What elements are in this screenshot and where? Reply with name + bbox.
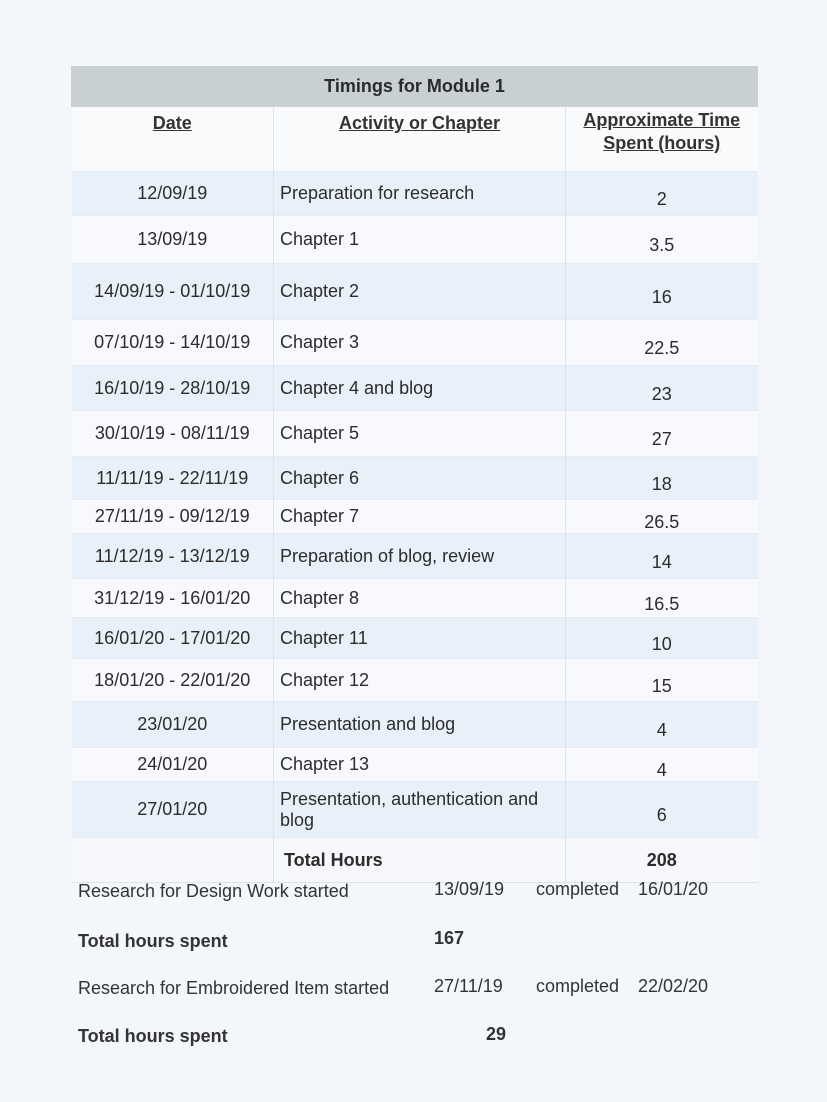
row-hours: 14: [566, 534, 758, 579]
timings-table: [71, 66, 758, 883]
row-hours: 26.5: [566, 500, 758, 534]
design-research-started: 13/09/19: [434, 879, 505, 899]
table-row: [72, 366, 758, 411]
total-row: [72, 838, 758, 883]
row-activity: Preparation of blog, review: [274, 534, 566, 579]
design-research-completed: 16/01/20: [638, 879, 709, 899]
table-row: [72, 500, 758, 534]
row-date: 23/01/20: [72, 702, 274, 748]
row-activity: Chapter 12: [274, 659, 566, 702]
row-date: 27/11/19 - 09/12/19: [72, 500, 274, 534]
row-hours: 22.5: [566, 320, 758, 366]
table-row: [72, 782, 758, 838]
time-column-header: [566, 107, 758, 172]
date-column-header: Date: [72, 107, 274, 172]
table-row: [72, 264, 758, 320]
row-date: 24/01/20: [72, 748, 274, 782]
table-row: [72, 618, 758, 659]
table-row: [72, 457, 758, 500]
row-activity: Chapter 3: [274, 320, 566, 366]
table-row: [72, 659, 758, 702]
row-hours: 16: [566, 264, 758, 320]
embroidered-research-label: Research for Embroidered Item started: [78, 978, 390, 998]
time-header-line2: Spent (hours): [603, 133, 721, 153]
row-date: 31/12/19 - 16/01/20: [72, 579, 274, 618]
row-date: 11/11/19 - 22/11/19: [72, 457, 274, 500]
embroidered-research-started: 27/11/19: [434, 976, 503, 996]
row-activity: Presentation, authentication and blog: [274, 782, 566, 838]
row-hours: 23: [566, 366, 758, 411]
table-row: [72, 748, 758, 782]
row-date: 16/01/20 - 17/01/20: [72, 618, 274, 659]
design-total-label: Total hours spent: [78, 931, 228, 951]
row-hours: 6: [566, 782, 758, 838]
table-row: [72, 172, 758, 216]
row-date: 11/12/19 - 13/12/19: [72, 534, 274, 579]
row-activity: Chapter 11: [274, 618, 566, 659]
table-row: [72, 702, 758, 748]
row-activity: Chapter 8: [274, 579, 566, 618]
embroidered-total-value: 29: [486, 1024, 507, 1044]
row-activity: Chapter 5: [274, 411, 566, 457]
design-research-label: Research for Design Work started: [78, 881, 349, 901]
table-body: [72, 172, 758, 838]
activity-column-header: Activity or Chapter: [274, 107, 566, 172]
total-value: 208: [566, 838, 758, 883]
row-date: 13/09/19: [72, 216, 274, 264]
row-hours: 4: [566, 702, 758, 748]
row-activity: Chapter 4 and blog: [274, 366, 566, 411]
row-date: 07/10/19 - 14/10/19: [72, 320, 274, 366]
table-row: [72, 411, 758, 457]
row-hours: 15: [566, 659, 758, 702]
row-hours: 18: [566, 457, 758, 500]
embroidered-completed-label: completed: [536, 976, 620, 996]
total-empty-cell: [72, 838, 274, 883]
table-row: [72, 216, 758, 264]
row-date: 14/09/19 - 01/10/19: [72, 264, 274, 320]
row-activity: Preparation for research: [274, 172, 566, 216]
time-header-line1: Approximate Time: [583, 110, 741, 130]
embroidered-total-label: Total hours spent: [78, 1026, 228, 1046]
table-row: [72, 320, 758, 366]
design-total-value: 167: [434, 928, 465, 948]
row-hours: 3.5: [566, 216, 758, 264]
row-activity: Chapter 6: [274, 457, 566, 500]
row-date: 16/10/19 - 28/10/19: [72, 366, 274, 411]
row-hours: 27: [566, 411, 758, 457]
row-activity: Presentation and blog: [274, 702, 566, 748]
row-activity: Chapter 2: [274, 264, 566, 320]
row-date: 30/10/19 - 08/11/19: [72, 411, 274, 457]
table-row: [72, 534, 758, 579]
design-completed-label: completed: [536, 879, 620, 899]
row-hours: 4: [566, 748, 758, 782]
total-label: Total Hours: [274, 838, 566, 883]
row-hours: 16.5: [566, 579, 758, 618]
row-activity: Chapter 1: [274, 216, 566, 264]
row-date: 27/01/20: [72, 782, 274, 838]
row-hours: 10: [566, 618, 758, 659]
row-activity: Chapter 13: [274, 748, 566, 782]
table-title: Timings for Module 1: [72, 67, 758, 107]
row-date: 18/01/20 - 22/01/20: [72, 659, 274, 702]
table-row: [72, 579, 758, 618]
row-hours: 2: [566, 172, 758, 216]
embroidered-research-completed: 22/02/20: [638, 976, 709, 996]
row-date: 12/09/19: [72, 172, 274, 216]
row-activity: Chapter 7: [274, 500, 566, 534]
